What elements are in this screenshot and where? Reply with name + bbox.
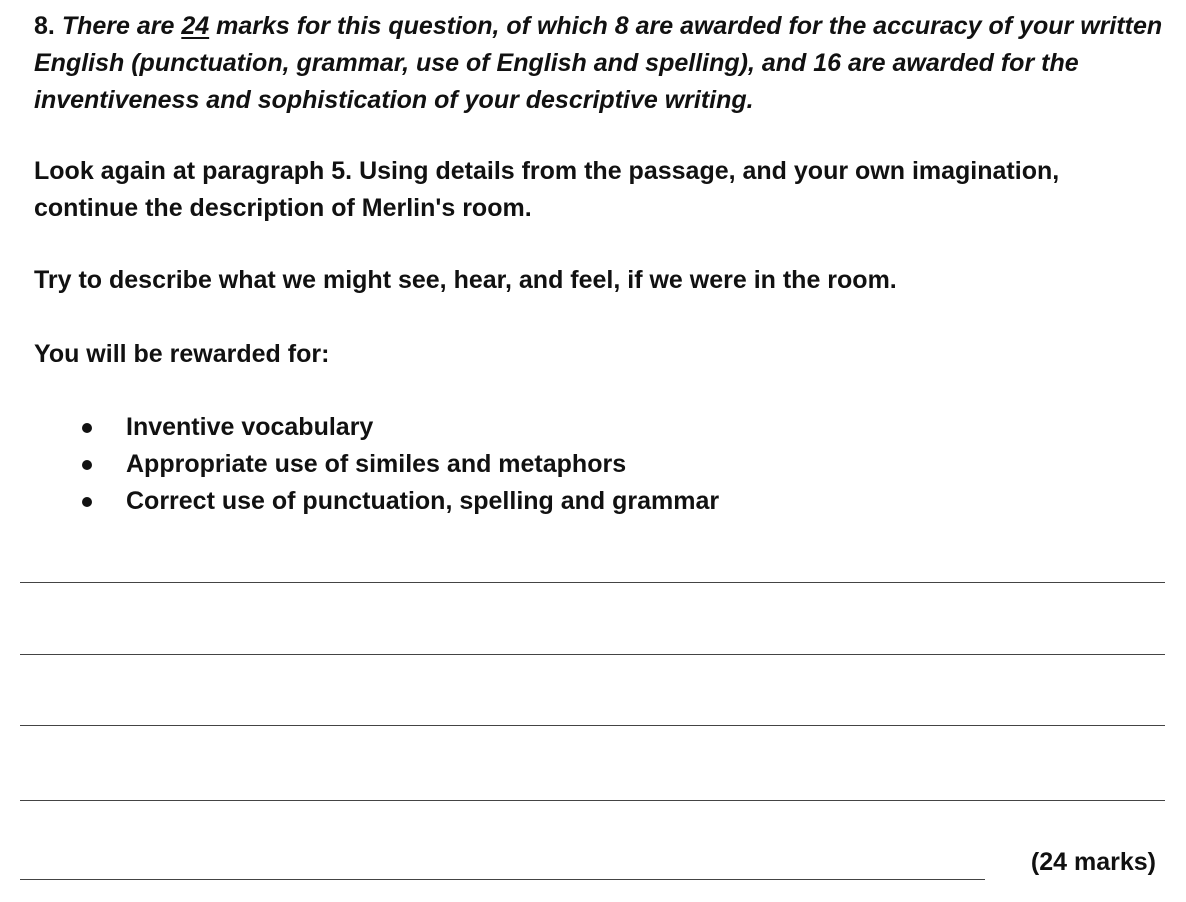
criteria-list xyxy=(126,409,719,520)
answer-line[interactable] xyxy=(20,582,1165,583)
answer-line[interactable] xyxy=(20,725,1165,726)
criteria-item xyxy=(126,483,719,520)
instruction-paragraph-2: Try to describe what we might see, hear, and feel, if we were in the room. xyxy=(34,266,897,294)
criteria-item xyxy=(126,446,719,483)
total-marks: (24 marks) xyxy=(1030,848,1156,876)
reward-heading: You will be rewarded for: xyxy=(34,340,330,368)
question-marks: 24 xyxy=(181,12,210,40)
answer-line[interactable] xyxy=(20,879,985,880)
question-number: 8. xyxy=(34,12,55,40)
criteria-item-label: Inventive vocabulary xyxy=(126,413,374,441)
criteria-item-label: Correct use of punctuation, spelling and grammar xyxy=(126,487,720,515)
criteria-item xyxy=(126,409,719,446)
instruction-paragraph-1: Look again at paragraph 5. Using details from the passage, and your own imagination, continue the description of Merlin's room. xyxy=(34,157,1060,222)
bullet-icon xyxy=(82,423,92,433)
question-intro-b: marks for this question, of which 8 are awarded for the accuracy of your written English (punctuation, grammar, use of English and spelling), and 16 are awarded for the inventiveness and sophistication of your descriptive writing. xyxy=(34,12,1163,114)
question-intro-a: There are xyxy=(61,12,175,40)
criteria-item-label: Appropriate use of similes and metaphors xyxy=(126,450,627,478)
answer-line[interactable] xyxy=(20,800,1165,801)
bullet-icon xyxy=(82,497,92,507)
question-text xyxy=(34,8,1164,119)
bullet-icon xyxy=(82,460,92,470)
answer-line[interactable] xyxy=(20,654,1165,655)
